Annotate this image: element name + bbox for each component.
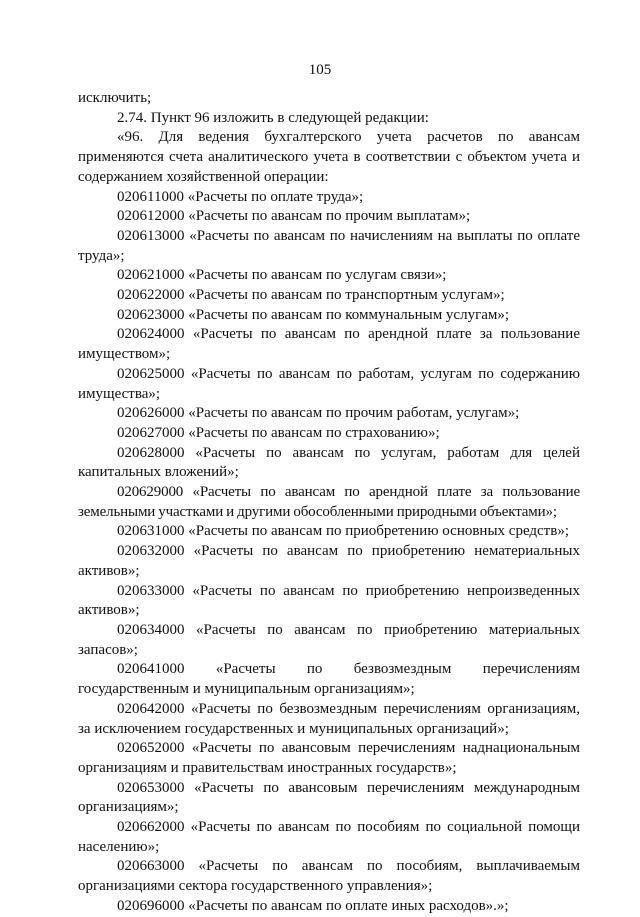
account-line: 020621000 «Расчеты по авансам по услугам связи»; xyxy=(117,267,447,284)
document-body xyxy=(78,89,580,917)
account-line: 020626000 «Расчеты по авансам по прочим работам, услугам»; xyxy=(117,405,520,422)
account-line: 020628000 «Расчеты по авансам по услугам, работам для целей капитальных вложений»; xyxy=(78,444,580,481)
clause-96: «96. Для ведения бухгалтерского учета расчетов по авансам применяются счета аналитического учета в соответствии с объектом учета и содержанием хозяйственной операции: xyxy=(78,129,580,185)
account-line: 020652000 «Расчеты по авансовым перечислениям наднациональным организациям и правительствам иностранных государств»; xyxy=(78,740,580,776)
account-line: 020629000 «Расчеты по авансам по арендной плате за пользование земельными участками и другими обособленными природными объектами»; xyxy=(78,484,580,520)
account-line: 020632000 «Расчеты по авансам по приобретению нематериальных активов»; xyxy=(78,543,580,579)
account-line: 020611000 «Расчеты по оплате труда»; xyxy=(117,188,364,205)
text-exclude: исключить; xyxy=(78,90,152,106)
account-line: 020633000 «Расчеты по авансам по приобретению непроизведенных активов»; xyxy=(78,582,580,619)
account-line: 020613000 «Расчеты по авансам по начислениям на выплаты по оплате труда»; xyxy=(78,227,580,264)
account-line: 020631000 «Расчеты по авансам по приобретению основных средств»; xyxy=(117,523,569,540)
account-line: 020663000 «Расчеты по авансам по пособиям, выплачиваемым организациями сектора государственного управления»; xyxy=(78,858,580,895)
account-line: 020634000 «Расчеты по авансам по приобретению материальных запасов»; xyxy=(78,621,580,658)
account-line: 020642000 «Расчеты по безвозмездным перечислениям организациям, за исключением государственных и муниципальных организаций»; xyxy=(78,700,580,737)
clause-2-74: 2.74. Пункт 96 изложить в следующей редакции: xyxy=(117,109,429,126)
account-line: 020612000 «Расчеты по авансам по прочим выплатам»; xyxy=(117,208,471,225)
account-line: 020653000 «Расчеты по авансовым перечислениям международным организациям»; xyxy=(78,779,580,816)
account-line: 020627000 «Расчеты по авансам по страхованию»; xyxy=(117,424,440,441)
account-line: 020662000 «Расчеты по авансам по пособиям по социальной помощи населению»; xyxy=(78,819,580,855)
account-line: 020641000 «Расчеты по безвозмездным перечислениям государственным и муниципальным организациям»; xyxy=(78,661,580,698)
account-line: 020622000 «Расчеты по авансам по транспортным услугам»; xyxy=(117,287,505,304)
account-line: 020624000 «Расчеты по авансам по арендной плате за пользование имуществом»; xyxy=(78,326,580,363)
account-line: 020623000 «Расчеты по авансам по коммунальным услугам»; xyxy=(117,306,510,323)
page-number: 105 xyxy=(308,62,332,78)
account-line: 020625000 «Расчеты по авансам по работам, услугам по содержанию имущества»; xyxy=(78,365,580,402)
account-line: 020696000 «Расчеты по авансам по оплате иных расходов».»; xyxy=(117,897,509,914)
